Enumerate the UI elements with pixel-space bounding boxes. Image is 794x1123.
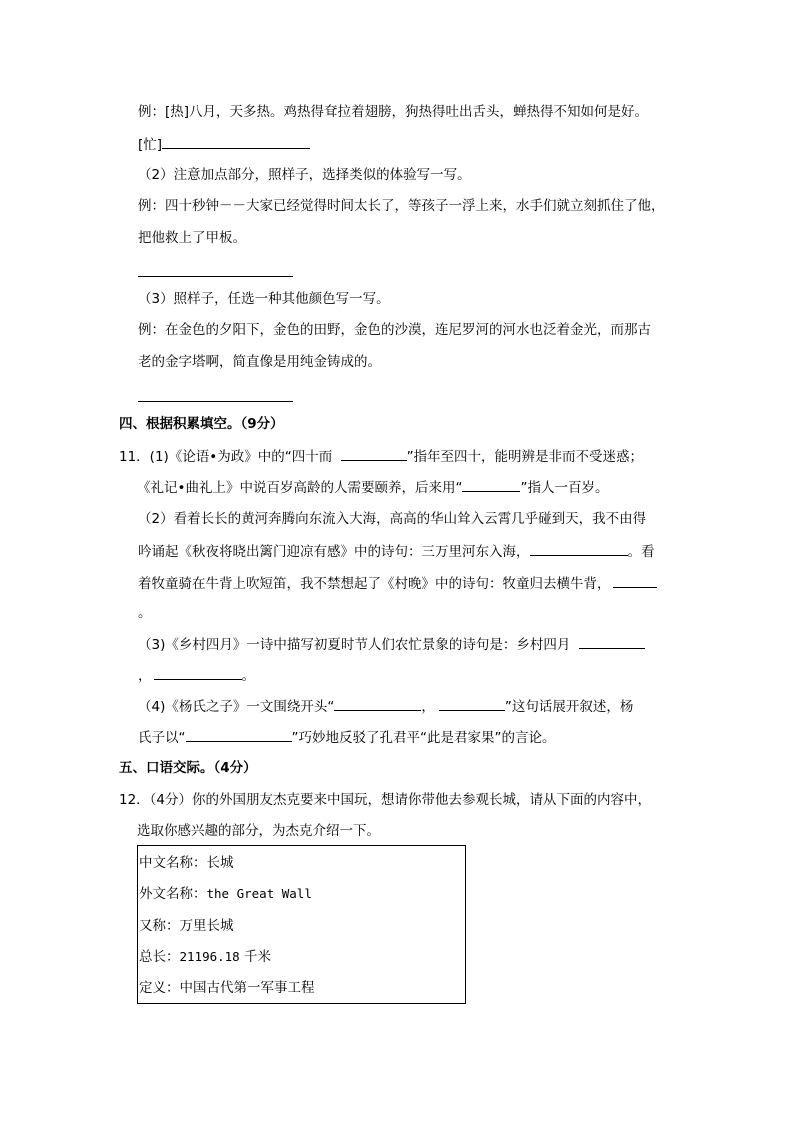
busy-label: [忙] — [138, 137, 163, 153]
q11-p4-line2 — [138, 727, 555, 748]
busy-answer-row — [138, 134, 310, 155]
q11-p2-text-c: 。看 — [627, 544, 655, 560]
q11-p4-blank1[interactable] — [334, 696, 421, 711]
q11-p3-blank1[interactable] — [579, 634, 645, 649]
q11-p1-text-c: 《礼记•曲礼上》中说百岁高龄的人需要颐养，后来用“ — [137, 480, 463, 496]
q2-answer-blank[interactable] — [138, 276, 293, 277]
info-label: 定义： — [139, 980, 180, 996]
q11-p3-text-a: （3)《乡村四月》一诗中描写初夏时节人们农忙景象的诗句是：乡村四月 — [138, 637, 571, 653]
q11-p2-line1: （2）看着长长的黄河奔腾向东流入大海，高高的华山耸入云霄几乎碰到天，我不由得 — [138, 511, 647, 527]
q11-p4-blank3[interactable] — [186, 727, 292, 742]
q11-p2-text-d: 着牧童骑在牛背上吹短笛，我不禁想起了《村晚》中的诗句：牧童归去横牛背， — [138, 576, 611, 592]
q11-p3-line1 — [138, 634, 645, 655]
busy-answer-blank[interactable] — [162, 134, 310, 149]
q11-p4-blank2[interactable] — [439, 696, 505, 711]
info-label: 外文名称： — [139, 886, 207, 902]
q11-p3-blank2[interactable] — [154, 665, 242, 680]
q11-p3-text-c: 。 — [241, 668, 255, 684]
info-row-length — [139, 947, 271, 967]
q3-prompt: （3）照样子，任选一种其他颜色写一写。 — [138, 291, 390, 307]
q12-line1: 12．（4分）你的外国朋友杰克要来中国玩，想请你带他去参观长城，请从下面的内容中， — [119, 792, 652, 808]
q11-p1-text-b: ”指年至四十，能明辨是非而不受迷惑； — [406, 449, 644, 465]
q2-example-line2: 把他救上了甲板。 — [138, 230, 246, 246]
info-row-definition — [139, 978, 315, 998]
example-hot-text: 例：[热]八月，天多热。鸡热得耷拉着翅膀，狗热得吐出舌头，蝉热得不知如何是好。 — [138, 104, 649, 120]
q12-line2: 选取你感兴趣的部分，为杰克介绍一下。 — [137, 823, 380, 839]
q11-p2-blank1[interactable] — [530, 541, 628, 556]
q11-p2-blank2[interactable] — [613, 573, 657, 588]
q11-p4-line1 — [138, 696, 633, 717]
info-label: 总长： — [139, 949, 180, 965]
section5-heading: 五、口语交际。（4分） — [119, 760, 257, 776]
q11-p1-text-a: 11．(1)《论语•为政》中的“四十而 — [119, 449, 333, 465]
info-value: the Great Wall — [206, 886, 312, 901]
info-label: 中文名称： — [139, 855, 207, 871]
q2-prompt: （2）注意加点部分，照样子，选择类似的体验写一写。 — [138, 167, 471, 183]
q11-p1-blank1[interactable] — [341, 446, 407, 461]
q3-answer-blank[interactable] — [138, 401, 293, 402]
info-label: 又称： — [139, 918, 180, 934]
q11-p4-text-a: （4)《杨氏之子》一文围绕开头“ — [138, 699, 335, 715]
q11-p2-text-b: 吟诵起《秋夜将晓出篱门迎凉有感》中的诗句：三万里河东入海， — [138, 544, 530, 560]
q11-p2-line4: 。 — [138, 605, 152, 621]
q11-p4-text-e: ”巧妙地反驳了孔君平“此是君家果”的言论。 — [291, 730, 556, 746]
info-unit: 千米 — [244, 949, 272, 965]
section4-heading: 四、根据积累填空。（9分） — [119, 416, 284, 432]
info-value: 中国古代第一军事工程 — [179, 980, 315, 996]
q11-p1-blank2[interactable] — [462, 477, 520, 492]
q3-example-line2: 老的金字塔啊，简直像是用纯金铸成的。 — [138, 354, 381, 370]
q11-p2-line2 — [138, 541, 655, 562]
q11-p2-line3 — [138, 573, 657, 594]
info-row-foreign-name — [139, 884, 312, 904]
q11-p1-text-d: ”指人一百岁。 — [520, 480, 609, 496]
q11-part1-line1 — [119, 446, 643, 467]
q3-example-line1: 例：在金色的夕阳下，金色的田野，金色的沙漠，连尼罗河的河水也泛着金光，而那古 — [138, 322, 651, 338]
q11-p3-line2 — [138, 665, 255, 686]
q11-p3-text-b: ， — [138, 668, 152, 684]
q11-p4-text-c: ”这句话展开叙述，杨 — [504, 699, 634, 715]
q11-p4-text-d: 氏子以“ — [138, 730, 186, 746]
q2-example-line1: 例：四十秒钟－－大家已经觉得时间太长了，等孩子一浮上来，水手们就立刻抓住了他， — [138, 198, 665, 214]
great-wall-info-box — [137, 845, 466, 1004]
info-row-chinese-name — [139, 853, 234, 873]
info-row-alias — [139, 916, 234, 936]
q11-p4-text-b: ， — [421, 699, 435, 715]
info-value: 21196.18 — [179, 949, 240, 964]
q11-part1-line2 — [137, 477, 608, 498]
info-value: 长城 — [206, 855, 234, 871]
info-value: 万里长城 — [179, 918, 234, 934]
